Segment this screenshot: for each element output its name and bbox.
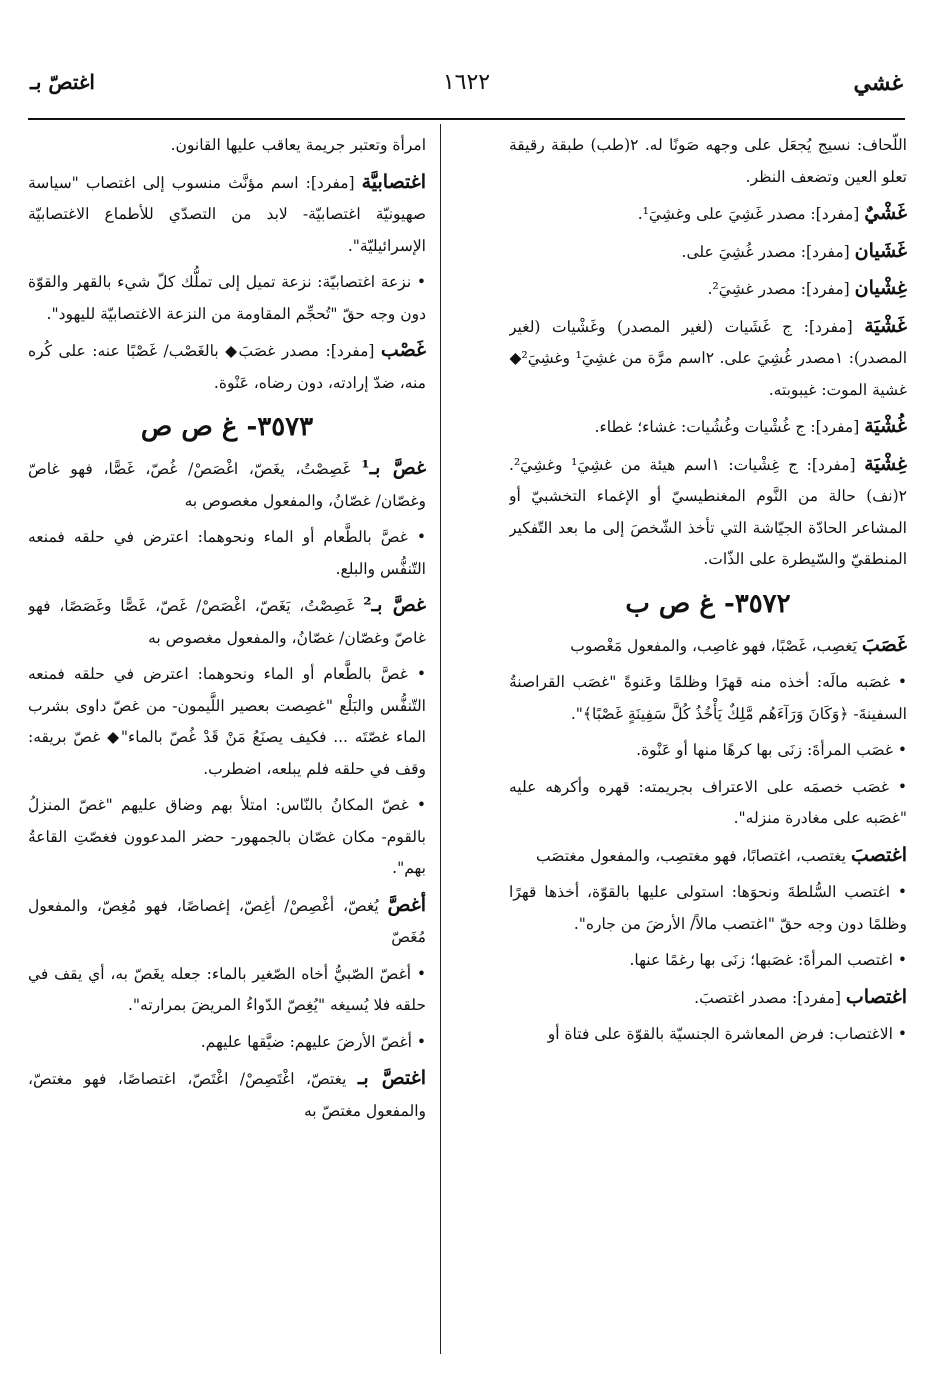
page-header <box>30 70 903 110</box>
entry-paragraph <box>509 449 907 576</box>
entry-headword: غِشْيان <box>854 277 907 299</box>
entry-paragraph <box>509 630 907 663</box>
entry-text: • أغصّ الصّبيُّ أخاه الصّغير بالماء: جعله يغَصّ به، أي يقف في حلقه فلا يُسيغه "يُغِصّ الدّواءُ المريضَ بمرارته". <box>28 964 426 1014</box>
entry-paragraph <box>509 772 907 835</box>
entry-text: يغتصب، اغتصابًا، فهو مغتصِب، والمفعول مغتصَب <box>536 846 851 865</box>
entry-headword: غُشْيَة <box>864 415 907 437</box>
entry-text: [مفرد]: ج غُشْيات وغُشُيات: غشاء؛ غطاء. <box>594 418 865 436</box>
entry-headword: اغتصَّ بـ <box>357 1067 426 1089</box>
entry-paragraph <box>509 840 907 873</box>
entry-headword: غصَّ بـ¹ <box>361 457 426 479</box>
entry-paragraph <box>28 790 426 885</box>
entry-paragraph <box>509 735 907 767</box>
entry-text: يَغصِب، غَصْبًا، فهو غاصِب، والمفعول مَغْصوب <box>570 636 862 655</box>
entry-text: • غصَب المرأةَ: زنَى بها كرهًا منها أو عَنْوة. <box>636 741 907 759</box>
entry-paragraph <box>509 411 907 444</box>
entry-text: [مفرد]: مصدر غشِيَ². <box>707 280 855 298</box>
entry-paragraph <box>509 1019 907 1051</box>
entry-paragraph <box>28 890 426 954</box>
entry-text: امرأة وتعتبر جريمة يعاقب عليها القانون. <box>170 136 426 154</box>
entry-headword: اغتصبَ <box>850 843 907 866</box>
section-heading: ٣٥٧٢- غ ص ب <box>625 588 791 619</box>
entry-text: [مفرد]: اسم مؤنَّث منسوب إلى اغتصاب "سياسة صهيونيّة اغتصابيّة- لابد من التصدّي للأطماع الاغتصابيّة الإسرائيليّة". <box>28 173 426 255</box>
entry-text: • غصّ المكانُ بالنّاس: امتلأ بهم وضاق عليهم "غصّ المنزلُ بالقوم- مكان غصّان بالجمهور- حضر المدعوون فغصّتِ القاعةُ بهم". <box>28 796 426 877</box>
entry-paragraph <box>509 311 907 407</box>
entry-headword: غَشْيَة <box>864 314 907 337</box>
entry-paragraph <box>509 667 907 730</box>
entry-headword: غصَّ بـ² <box>363 594 426 616</box>
entry-text: [مفرد]: مصدر غصَبَ◆ بالغَصْب/ غَصْبًا عنه: على كُره منه، ضدّ إرادته، دون رضاه، عَنْوة. <box>28 342 426 392</box>
entry-text: • اغتصب السُّلطةَ ونحوَها: استولى عليها بالقوّة، أخذها قهرًا وظلمًا دون وجه حقّ "اغتصب مالاً/ الأرضَ من جاره". <box>509 883 907 933</box>
entry-paragraph <box>28 1027 426 1059</box>
entry-paragraph <box>509 198 907 231</box>
left-column <box>28 130 426 1360</box>
entry-paragraph <box>509 273 907 306</box>
entry-paragraph <box>28 130 426 162</box>
entry-text: يغتصّ، اغْتَصِصْ/ اغْتَصّ، اغتصاصًا، فهو مغتصّ، والمفعول مغتصّ به <box>28 1070 426 1120</box>
entry-text: [مفرد]: ج غَشَيات (لغير المصدر) وغَشْيات (لغير المصدر): ١مصدر غُشِيَ على. ٢اسم مرَّة من غشِيَ¹ وغشِيَ²◆ غشية الموت: غيبوبته. <box>509 317 907 399</box>
entry-paragraph <box>28 590 426 654</box>
entry-paragraph <box>28 453 426 517</box>
header-headword-left: اغتصّ بـ <box>30 70 95 94</box>
entry-text: [مفرد]: ج غِشْيات: ١اسم هيئة من غشِيَ¹ وغشِيَ². ٢(نف) حالة من النَّوم المغنطيسيّ أو الإغماء التخشبيّ أو المشاعر الحادّة الجيّاشة التي تأخذ الشّخصَ إلى ما بعد التّفكير المنطقيّ والسّيطرة على الذّات. <box>509 455 907 568</box>
entry-headword: غِشْيَة <box>864 452 907 475</box>
entry-text: يُغصّ، أغْصِصْ/ أغِصّ، إغصاصًا، فهو مُغِصّ، والمفعول مُغَصّ <box>28 896 426 946</box>
entry-paragraph <box>28 959 426 1022</box>
header-rule <box>28 118 905 120</box>
entry-paragraph <box>28 267 426 330</box>
entry-headword: اغتصابيَّة <box>361 170 426 193</box>
entry-text: غَصِصْتُ، يغَصّ، اغْصَصْ/ غُصّ، غَصًّا، فهو غاصّ وغصّان/ غصّانُ، والمفعول مغصوص به <box>28 460 426 510</box>
entry-text: • غصَب خصمَه على الاعتراف بجريمته: قهره وأكرهه عليه "غصَبه على مغادرة منزله". <box>509 777 907 827</box>
entry-paragraph <box>28 522 426 585</box>
entry-text: [مفرد]: مصدر غَشِيَ على وغشِيَ¹. <box>637 205 865 223</box>
entry-text: • غصَبه مالَه: أخذه منه قهرًا وظلمًا وعَنوةً "غصَب القراصنةُ السفينةَ- ﴿وَكَانَ وَرَآءَهُم مَّلِكٌ يَأْخُذُ كُلَّ سَفِينَةٍ غَصْبًا﴾". <box>509 673 907 723</box>
entry-text: [مفرد]: مصدر غُشِيَ على. <box>681 242 855 261</box>
entry-paragraph <box>509 945 907 977</box>
entry-text: اللّحاف: نسيج يُجعَل على وجهه صَونًا له. ٢(طب) طبقة رقيقة تعلو العين وتضعف النظر. <box>509 136 907 186</box>
right-column <box>509 130 907 1360</box>
entry-paragraph <box>28 659 426 785</box>
entry-text: • غصَّ بالطَّعام أو الماء ونحوهما: اعترض في حلقه فمنعه التّنفُّس والبَلْع "غصِصت بعصير اللَّيمون- من غصّ داوى بشرب الماء غصّتَه ... فكيف يصنَعُ مَنْ قَدْ غُصّ بالماء"◆ غصّ بريقه: وقف في حلقه فلم يبلعه، اضطرب. <box>28 665 426 778</box>
entry-text: • الاغتصاب: فرض المعاشرة الجنسيّة بالقوّة على فتاة أو <box>547 1025 907 1043</box>
header-headword-right: غشي <box>853 70 903 96</box>
entry-headword: اغتصاب <box>845 985 907 1008</box>
entry-headword: غَشْيٌ <box>864 202 907 224</box>
column-divider <box>440 124 441 1354</box>
entry-text: • اغتصب المرأةَ: غصَبها؛ زنَى بها رغمًا عنها. <box>629 951 907 969</box>
entry-paragraph <box>28 167 426 263</box>
entry-headword: غَشَيان <box>854 239 907 262</box>
entry-text: [مفرد]: مصدر اغتصبَ. <box>694 988 846 1007</box>
entry-paragraph <box>28 335 426 399</box>
entry-text: • غصَّ بالطَّعام أو الماء ونحوهما: اعترض في حلقه فمنعه التّنفُّس والبلع. <box>28 528 426 578</box>
entry-paragraph <box>509 130 907 193</box>
entry-text: • نزعة اغتصابيّة: نزعة تميل إلى تملُّك كلّ شيء بالقهر والقوّة دون وجه حقّ "تُحجِّم المقاومة من النزعة الاغتصابيّة لليهود". <box>28 273 426 323</box>
entry-paragraph <box>509 236 907 269</box>
page-number: ١٦٢٢ <box>442 70 491 95</box>
entry-paragraph <box>509 877 907 940</box>
entry-headword: غَصَبَ <box>861 633 907 656</box>
entry-headword: أغصَّ <box>387 893 426 916</box>
entry-headword: غَصْب <box>380 339 426 361</box>
entry-paragraph <box>28 1063 426 1127</box>
section-heading: ٣٥٧٣- غ ص ص <box>140 412 314 442</box>
entry-paragraph <box>509 982 907 1015</box>
entry-text: غَصِصْتُ، يَغَصّ، اغْصَصْ/ غَصّ، غَصًّا وغَصَصًا، فهو غاصّ وغصّان/ غصّانُ، والمفعول مغصوص به <box>28 597 426 647</box>
entry-text: • أغصّ الأرضَ عليهم: ضيَّقها عليهم. <box>200 1032 426 1051</box>
